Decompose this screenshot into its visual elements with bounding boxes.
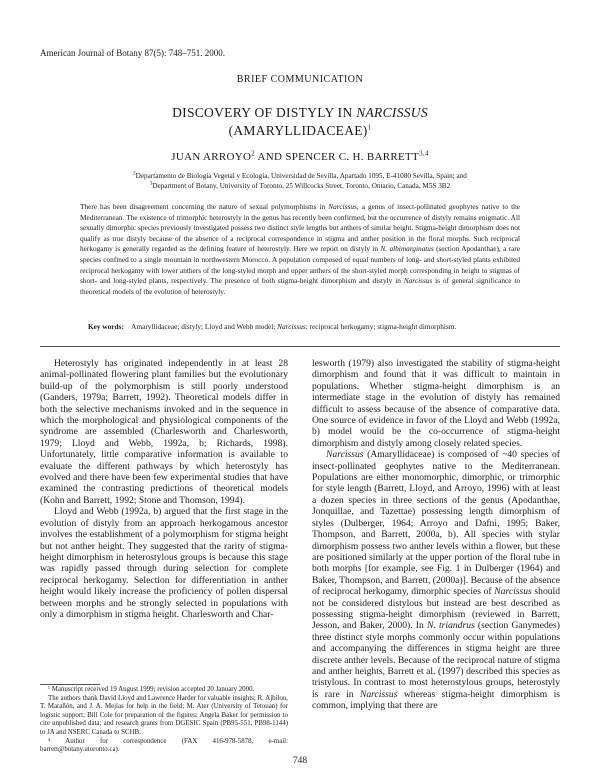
keywords-label: Key words: [88,322,124,331]
paragraph-text: whereas stigma-height dimorphism is common, implying that there are [312,688,560,712]
paragraph-text: (Amaryllidaceae) is composed of ~40 species of insect-pollinated geophytes native to the Mediterranean. Populations are either monomorphic, dimorphic, or trimorphic for style length (Barrett, Lloyd, and Arroyo, 1996) with at least a dozen species in three sections of the genus (Apodanthae, Jonquillae, and Tazettae) possessing length dimorphism of styles (Dulberger, 1964; Arroyo and Dafni, 1995; Baker, Thompson, and Barrett, 2000a, b). All species with stylar dimorphism possess two anther levels within a flower, but these are positioned similarly at the upper portion of the floral tube in both morphs [for example, see Fig. 1 in Dulberger (1964) and Baker, Thompson, and Barrett, (2000a)]. Because of the absence of reciprocal herkogamy, dimorphic species of [312,449,560,598]
affiliation-1-mark: 2 [133,171,136,177]
footnote-divider [40,684,100,685]
author-line [0,151,600,163]
section-heading: BRIEF COMMUNICATION [236,74,364,85]
abstract-species: N. albimarginatus [380,244,434,254]
affiliation-1-text: Departamento de Biología Vegetal y Ecología, Universidad de Sevilla, Apartado 1095, E-41080 Sevilla, Spain; and [135,172,467,180]
keywords-genus: Narcissus [277,322,306,331]
body-column-left [40,358,288,620]
author-and: AND [255,151,286,163]
header-divider [40,346,560,347]
author-arroyo-mark: 2 [251,149,256,158]
page-number: 748 [292,756,308,766]
paragraph: lesworth (1979) also investigated the stability of stigma-height dimorphism and found that it was difficult to maintain in populations. Whether stigma-height dimorphism is an intermediate stage in the evolution of distyly has remained difficult to assess because of the absence of comparative data. One source of evidence in favor of the Lloyd and Webb (1992a, b) model would be the co-occurrence of stigma-height dimorphism and distyly among closely related species. [312,358,560,449]
paragraph-text: should not be considered distylous but instead are best described as possessing stigma-height dimorphism (reviewed in Barrett, Jesson, and Baker, 2000). In [312,586,560,632]
paragraph [312,449,560,711]
footnote: ¹ Manuscript received 19 August 1999; revision accepted 20 January 2000. [48,686,255,693]
author-barrett: SPENCER C. H. BARRETT [285,151,420,163]
title-prefix: DISCOVERY OF DISTYLY IN [172,105,357,120]
paragraph: Lloyd and Webb (1992a, b) argued that the first stage in the evolution of distyly from an approach herkogamous ancestor involves the establishment of a polymorphism for stigma height but not anther height. They suggested that the rarity of stigma-height dimorphism in heterostylous groups is because this stage was rapidly passed through during selection for complete reciprocal herkogamy. Selection for differentiation in anther height would likely increase the proficiency of pollen dispersal between morphs and be strongly selected in populations with only a dimorphism in stigma height. Charlesworth and Char- [40,506,288,620]
paragraph-text: (section Ganymedes) three distinct style morphs commonly occur within populations and accompanying the differences in stigma height are three discrete anther levels. Because of the reciprocal nature of stigma and anther heights, Barrett et al. (1997) described this species as tristylous. In contrast to most heterostylous groups, heterostyly is rare in [312,620,560,700]
abstract-genus: Narcissus [403,276,433,286]
title-family: (AMARYLLIDACEAE) [228,123,368,138]
abstract-text: , a genus of insect-pollinated geophytes native to the Mediterranean. The existence of trimorphic heterostyly in the genus has recently been confirmed, but the occurrence of distyly remains enigmatic. All sexually dimorphic species previously investigated possess two distinct style lengths but anthers of similar height. Stigma-height dimorphism does not qualify as true distyly because of the absence of a reciprocal correspondence in stigma and anther position in the floral morphs. Such reciprocal herkogamy is generally regarded as the defining feature of heterostyly. Here we report on distyly in [80,202,520,254]
author-barrett-mark: 3,4 [419,149,429,158]
affiliation-2 [60,181,540,191]
body-column-right [312,358,560,712]
species-name: N. triandrus [427,620,475,632]
genus-name: Narcissus [494,586,532,598]
title-genus: NARCISSUS [356,105,428,120]
abstract-text: is of general significance to theoretical models of the evolution of heterostyly. [80,276,520,296]
affiliation-2-mark: 3 [149,181,153,187]
paragraph: Heterostyly has originated independently in at least 28 animal-pollinated flowering plant families but the evolutionary build-up of the polymorphism is still poorly understood (Ganders, 1979a; Barrett, 1992). Theoretical models differ in both the selective mechanisms invoked and in the sequence in which the morphological and physiological components of the syndrome are assembled (Charlesworth and Charlesworth, 1979; Lloyd and Webb, 1992a, b; Richards, 1998). Unfortunately, little comparative information is available to evaluate the different pathways by which heterostyly has evolved and there have been few experimental studies that have examined the contrasting predictions of theoretical models (Kohn and Barrett, 1992; Stone and Thomson, 1994). [40,358,288,506]
affiliation-1 [60,171,540,181]
abstract [80,202,520,297]
abstract-text: There has been disagreement concerning the nature of sexual polymorphisms in [80,202,329,211]
footnote: The authors thank David Lloyd and Lawrence Harder for valuable insights; R. Ajbilou, T. Marañón, and J. A. Mejías for help in the field; M. Ater (University of Tetouan) for logistic support; Bill Cole for preparation of the figures; Angela Baker for permission to cite unpublished data; and research grants from DGESIC Spain (PB95-551, PB98-1144) to JA and NSERC Canada to SCHB. [40,694,288,736]
footnotes [40,686,288,755]
author-arroyo: JUAN ARROYO [171,151,252,163]
keywords-text: Amaryllidaceae; distyly; Lloyd and Webb model; [131,322,278,331]
abstract-genus: Narcissus [328,202,357,211]
title-footnote-mark: 1 [367,123,372,132]
affiliation-2-text: Department of Botany, University of Toronto, 25 Willcocks Street, Toronto, Ontario, Canada, M5S 3B2 [152,182,451,190]
keywords-text: ; reciprocal herkogamy; stigma-height dimorphism. [305,322,457,331]
abstract-text: (section Apodanthae), a rare species confined to a single mountain in northwestern Morocco. A population composed of equal numbers of long- and short-styled plants exhibited reciprocal herkogamy with lower anthers of the long-styled morph and upper anthers of the short-styled morph corresponding in height to stigmas of short- and long-styled plants, respectively. The presence of both stigma-height dimorphism and distyly in [80,244,520,286]
article-title [0,104,600,140]
footnote: ⁴ Author for correspondence (FAX 416-978-5878, e-mail: barrett@botany.utoronto.ca). [40,737,288,754]
keywords [88,322,516,333]
genus-name: Narcissus [359,688,398,700]
journal-citation: American Journal of Botany 87(5): 748–751. 2000. [40,48,225,58]
genus-name: Narcissus [326,449,364,461]
